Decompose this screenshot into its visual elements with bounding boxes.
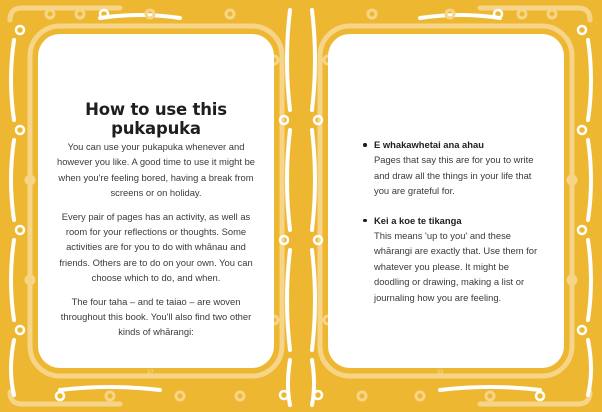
paragraph: The four taha – and te taiao – are woven throughout this book. You'll also find two other kinds of whārangi: [60, 295, 252, 338]
list-item-text: Pages that say this are for you to write and draw all the things in your life that you are grateful for. [374, 154, 534, 197]
list-item-text: This means 'up to you' and these whārangi are exactly that. Use them for whatever you please. It might be doodling or drawing, making a list or journaling how you are feeling. [374, 230, 538, 303]
list-item [362, 137, 542, 199]
paragraph: You can use your pukapuka whenever and however you like. A good time to use it might be when you're feeling bored, having a break from screens or on holiday. [56, 141, 256, 199]
list-item-heading: E whakawhetai ana ahau [374, 139, 484, 150]
left-page-body [54, 139, 258, 348]
page-number-left: 32 [146, 370, 154, 376]
paragraph: Every pair of pages has an activity, as well as room for your reflections or thoughts. Some activities are for you to do with whānau and friends. Others are to do on your own. You can choose which to do, and when. [59, 210, 253, 284]
right-page-body [362, 137, 542, 319]
page-title: How to use this pukapuka [85, 100, 227, 138]
list-item [362, 213, 542, 305]
list-item-heading: Kei a koe te tikanga [374, 214, 462, 226]
bullet-icon [363, 143, 367, 147]
bullet-icon [363, 219, 367, 223]
page-number-right: 33 [436, 370, 444, 376]
